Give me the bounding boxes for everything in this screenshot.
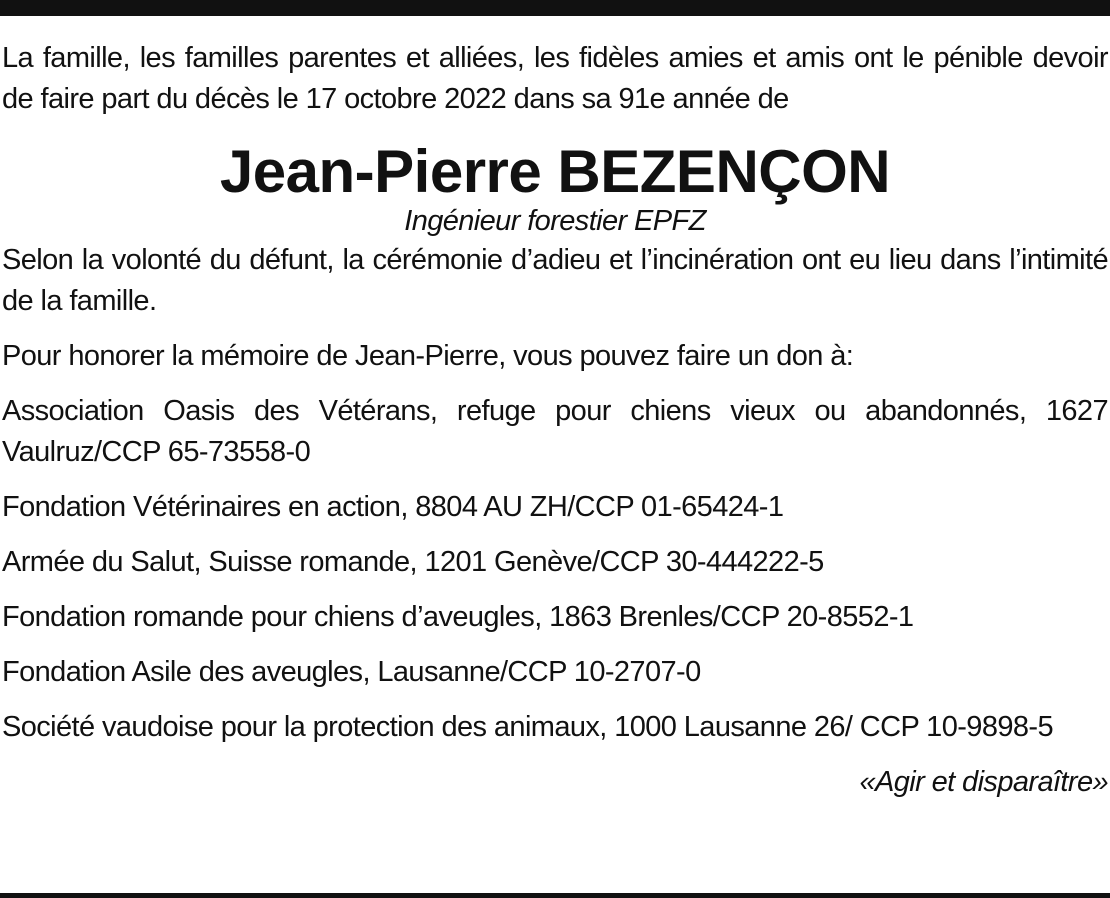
deceased-name: Jean-Pierre BEZENÇON: [219, 138, 891, 205]
donation-item: Fondation romande pour chiens d’aveugles, 1863 Brenles/CCP 20-8552-1: [2, 601, 914, 633]
donation-item: Fondation Vétérinaires en action, 8804 AU ZH/CCP 01-65424-1: [2, 491, 784, 523]
closing-motto: «Agir et disparaître»: [859, 766, 1108, 798]
bottom-border-rule: [0, 893, 1110, 898]
donation-item: Fondation Asile des aveugles, Lausanne/CCP 10-2707-0: [2, 656, 701, 688]
donation-item: Association Oasis des Vétérans, refuge pour chiens vieux ou abandonnés, 1627 Vaulruz/CCP 65-73558-0: [2, 395, 1108, 468]
ceremony-paragraph: Selon la volonté du défunt, la cérémonie d’adieu et l’incinération ont eu lieu dans l’intimité de la famille.: [2, 244, 1108, 317]
donation-intro: Pour honorer la mémoire de Jean-Pierre, vous pouvez faire un don à:: [2, 340, 854, 372]
obituary-notice: [2, 38, 1108, 803]
intro-paragraph: La famille, les familles parentes et alliées, les fidèles amies et amis ont le pénible devoir de faire part du décès le 17 octobre 2022 dans sa 91e année de: [2, 42, 1108, 115]
donation-item: Armée du Salut, Suisse romande, 1201 Genève/CCP 30-444222-5: [2, 546, 824, 578]
top-border-rule: [0, 0, 1110, 16]
deceased-profession: Ingénieur forestier EPFZ: [404, 205, 706, 237]
donation-item: Société vaudoise pour la protection des animaux, 1000 Lausanne 26/ CCP 10-9898-5: [2, 711, 1053, 743]
